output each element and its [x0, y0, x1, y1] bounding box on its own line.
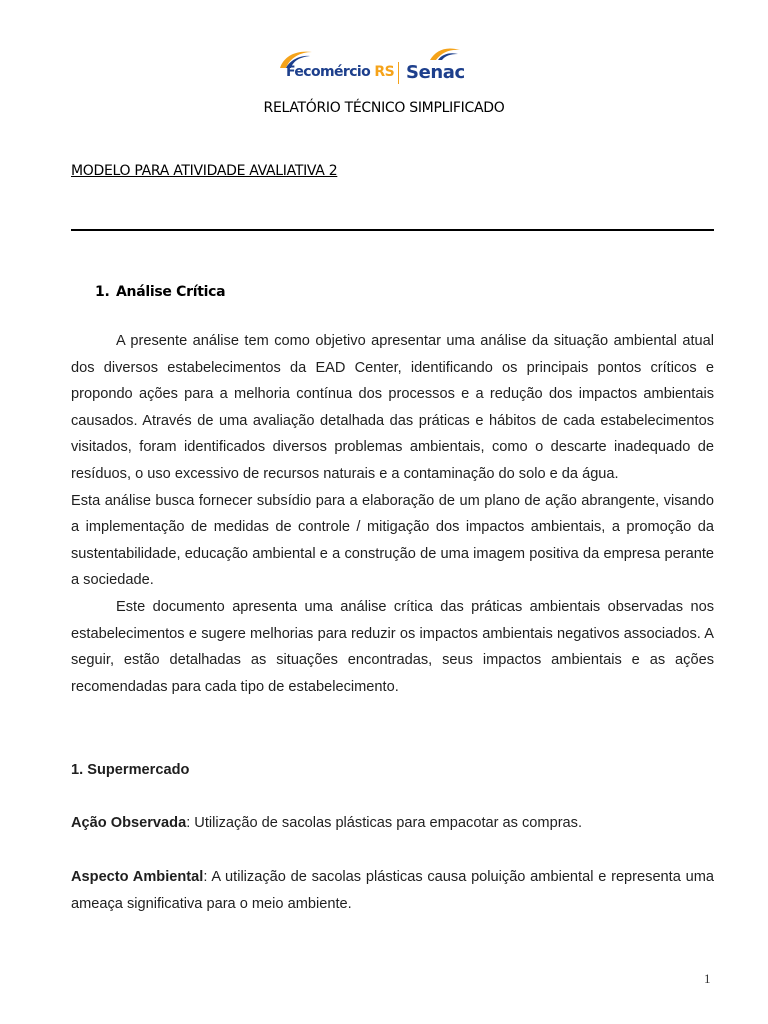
environmental-aspect-text: : A utilização de sacolas plásticas causa poluição ambiental e representa uma ameaça significativa para o meio ambiente. [71, 869, 714, 912]
horizontal-rule [71, 229, 714, 231]
paragraph-3: Este documento apresenta uma análise crítica das práticas ambientais observadas nos estabelecimentos e sugere melhorias para reduzir os impactos ambientais negativos associados. A seguir, estão detalhadas as situações encontradas, seus impactos ambientais e as ações recomendadas para cada tipo de estabelecimento. [71, 598, 714, 695]
establishment-heading: 1. Supermercado [71, 762, 190, 778]
senac-wing-icon [428, 44, 462, 62]
model-title: MODELO PARA ATIVIDADE AVALIATIVA 2 [71, 163, 338, 179]
action-observed-text: : Utilização de sacolas plásticas para empacotar as compras. [186, 815, 583, 831]
action-observed [71, 810, 714, 837]
logo-senac-text: Senac [406, 62, 465, 83]
paragraph-2: Esta análise busca fornecer subsídio para a elaboração de um plano de ação abrangente, visando a implementação de medidas de controle / mitigação dos impactos ambientais, a promoção da sustentabilidade, educação ambiental e a construção de uma imagem positiva da empresa perante a sociedade. [71, 492, 714, 589]
section-title: Análise Crítica [116, 284, 226, 300]
action-observed-label: Ação Observada [71, 815, 187, 831]
environmental-aspect-label: Aspecto Ambiental [71, 869, 204, 885]
paragraph-1: A presente análise tem como objetivo apresentar uma análise da situação ambiental atual dos diversos estabelecimentos da EAD Center, identificando os principais pontos críticos e propondo ações para a melhoria contínua dos processos e a redução dos impactos ambientais causados. Através de uma avaliação detalhada das práticas e hábitos de cada estabelecimentos visitados, foram identificados diversos problemas ambientais, como o descarte inadequado de resíduos, o uso excessivo de recursos naturais e a contaminação do solo e da água. [71, 333, 714, 482]
page-number: 1 [704, 971, 711, 986]
section-number: 1. [95, 284, 110, 300]
analysis-body [71, 328, 714, 700]
logo-fecomercio-text: Fecomércio RS [286, 64, 395, 80]
fecomercio-senac-logo [278, 44, 468, 86]
section-heading [95, 284, 225, 300]
report-title: RELATÓRIO TÉCNICO SIMPLIFICADO [263, 100, 505, 116]
environmental-aspect [71, 864, 714, 917]
logo-divider [398, 62, 399, 84]
